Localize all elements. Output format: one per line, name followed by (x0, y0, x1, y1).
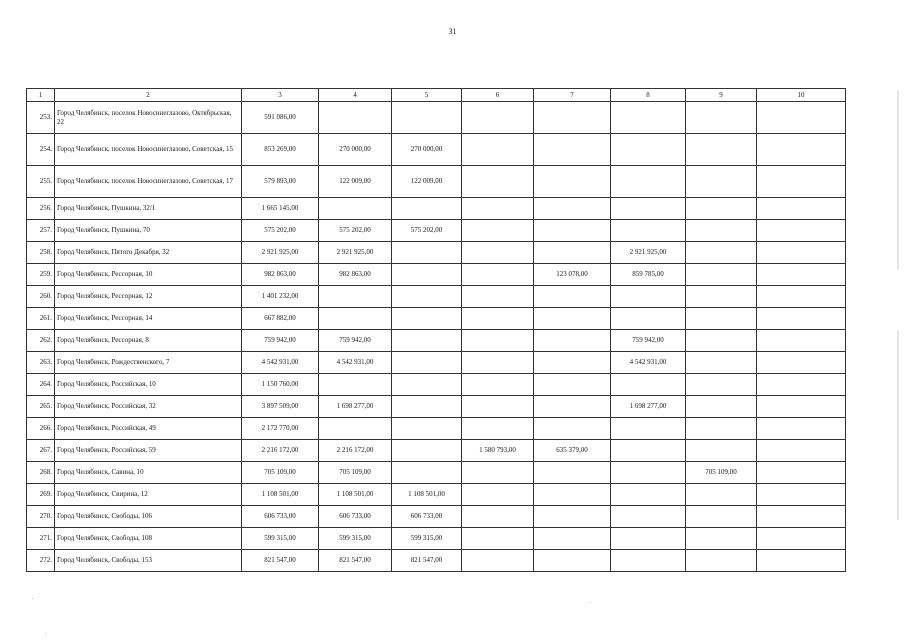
amount-cell-8 (611, 198, 686, 220)
amount-cell-9 (686, 102, 757, 134)
amount-cell-8: 2 921 925,00 (611, 242, 686, 264)
address-cell: Город Челябинск, Савина, 10 (55, 462, 242, 484)
address-cell: Город Челябинск, Свободы, 153 (55, 550, 242, 572)
row-number-cell: 260. (27, 286, 55, 308)
amount-cell-4: 2 921 925,00 (319, 242, 392, 264)
address-cell: Город Челябинск, поселок Новосинеглазово, Советская, 15 (55, 134, 242, 166)
amount-cell-6 (462, 286, 534, 308)
address-cell: Город Челябинск, Российская, 32 (55, 396, 242, 418)
amount-cell-4: 1 698 277,00 (319, 396, 392, 418)
amount-cell-3: 1 665 145,00 (242, 198, 319, 220)
column-header-9: 9 (686, 89, 757, 102)
table-row (27, 198, 846, 220)
row-number-cell: 268. (27, 462, 55, 484)
amount-cell-5 (392, 264, 462, 286)
amount-cell-3: 591 086,00 (242, 102, 319, 134)
amount-cell-3: 853 269,00 (242, 134, 319, 166)
column-header-3: 3 (242, 89, 319, 102)
address-cell: Город Челябинск, Российская, 49 (55, 418, 242, 440)
row-number-cell: 271. (27, 528, 55, 550)
amount-cell-6 (462, 484, 534, 506)
amount-cell-10 (757, 134, 846, 166)
amount-cell-10 (757, 166, 846, 198)
address-cell: Город Челябинск, Рождественского, 7 (55, 352, 242, 374)
scan-speck (45, 633, 46, 634)
amount-cell-3: 606 733,00 (242, 506, 319, 528)
amount-cell-4: 4 542 931,00 (319, 352, 392, 374)
amount-cell-10 (757, 396, 846, 418)
amount-cell-6 (462, 550, 534, 572)
amount-cell-7 (534, 286, 611, 308)
amount-cell-9 (686, 166, 757, 198)
amount-cell-5 (392, 330, 462, 352)
amount-cell-6 (462, 462, 534, 484)
address-cell: Город Челябинск, Пушкина, 32/1 (55, 198, 242, 220)
amount-cell-3: 2 921 925,00 (242, 242, 319, 264)
amount-cell-4: 1 108 501,00 (319, 484, 392, 506)
amount-cell-7 (534, 134, 611, 166)
table-row (27, 374, 846, 396)
amount-cell-10 (757, 286, 846, 308)
amount-cell-5: 606 733,00 (392, 506, 462, 528)
amount-cell-10 (757, 440, 846, 462)
amount-cell-5 (392, 102, 462, 134)
amount-cell-5 (392, 198, 462, 220)
table-row (27, 286, 846, 308)
amount-cell-4: 2 216 172,00 (319, 440, 392, 462)
amount-cell-7 (534, 484, 611, 506)
amount-cell-10 (757, 550, 846, 572)
amount-cell-5 (392, 374, 462, 396)
row-number-cell: 269. (27, 484, 55, 506)
amount-cell-3: 3 897 509,00 (242, 396, 319, 418)
scan-edge-mark (897, 90, 899, 270)
row-number-cell: 256. (27, 198, 55, 220)
amount-cell-9 (686, 220, 757, 242)
row-number-cell: 263. (27, 352, 55, 374)
amount-cell-8 (611, 528, 686, 550)
amount-cell-4: 759 942,00 (319, 330, 392, 352)
amount-cell-4 (319, 102, 392, 134)
table-row (27, 134, 846, 166)
amount-cell-8 (611, 440, 686, 462)
amount-cell-5 (392, 242, 462, 264)
address-cell: Город Челябинск, Свободы, 106 (55, 506, 242, 528)
register-table (26, 88, 846, 572)
amount-cell-8: 759 942,00 (611, 330, 686, 352)
amount-cell-8 (611, 374, 686, 396)
amount-cell-3: 982 863,00 (242, 264, 319, 286)
amount-cell-5 (392, 440, 462, 462)
amount-cell-5 (392, 352, 462, 374)
amount-cell-6 (462, 102, 534, 134)
amount-cell-5: 821 547,00 (392, 550, 462, 572)
amount-cell-4 (319, 418, 392, 440)
amount-cell-9 (686, 308, 757, 330)
amount-cell-8 (611, 166, 686, 198)
amount-cell-4: 606 733,00 (319, 506, 392, 528)
amount-cell-5: 122 009,00 (392, 166, 462, 198)
amount-cell-9 (686, 134, 757, 166)
row-number-cell: 262. (27, 330, 55, 352)
address-cell: Город Челябинск, Рессорная, 8 (55, 330, 242, 352)
amount-cell-3: 4 542 931,00 (242, 352, 319, 374)
amount-cell-7 (534, 396, 611, 418)
amount-cell-10 (757, 418, 846, 440)
amount-cell-9 (686, 484, 757, 506)
amount-cell-4: 270 000,00 (319, 134, 392, 166)
amount-cell-4: 122 009,00 (319, 166, 392, 198)
amount-cell-3: 1 108 501,00 (242, 484, 319, 506)
amount-cell-4: 821 547,00 (319, 550, 392, 572)
address-cell: Город Челябинск, Свободы, 108 (55, 528, 242, 550)
amount-cell-4 (319, 286, 392, 308)
amount-cell-6 (462, 134, 534, 166)
amount-cell-5 (392, 462, 462, 484)
amount-cell-8: 1 698 277,00 (611, 396, 686, 418)
amount-cell-6 (462, 220, 534, 242)
amount-cell-6 (462, 330, 534, 352)
row-number-cell: 261. (27, 308, 55, 330)
amount-cell-4 (319, 374, 392, 396)
table-row (27, 484, 846, 506)
table-row (27, 440, 846, 462)
amount-cell-3: 821 547,00 (242, 550, 319, 572)
amount-cell-6 (462, 396, 534, 418)
amount-cell-6 (462, 352, 534, 374)
row-number-cell: 265. (27, 396, 55, 418)
amount-cell-8: 859 785,00 (611, 264, 686, 286)
amount-cell-6 (462, 264, 534, 286)
amount-cell-7 (534, 374, 611, 396)
amount-cell-7 (534, 352, 611, 374)
amount-cell-9: 705 109,00 (686, 462, 757, 484)
amount-cell-4 (319, 308, 392, 330)
amount-cell-3: 759 942,00 (242, 330, 319, 352)
amount-cell-7 (534, 308, 611, 330)
amount-cell-10 (757, 484, 846, 506)
table-row (27, 330, 846, 352)
row-number-cell: 258. (27, 242, 55, 264)
address-cell: Город Челябинск, поселок Новосинеглазово, Октябрьская, 22 (55, 102, 242, 134)
amount-cell-6 (462, 166, 534, 198)
amount-cell-5 (392, 308, 462, 330)
amount-cell-9 (686, 352, 757, 374)
table-row (27, 396, 846, 418)
address-cell: Город Челябинск, Пушкина, 70 (55, 220, 242, 242)
table-row (27, 242, 846, 264)
amount-cell-8 (611, 220, 686, 242)
amount-cell-9 (686, 528, 757, 550)
scan-speck (32, 598, 33, 599)
column-header-4: 4 (319, 89, 392, 102)
table-row (27, 220, 846, 242)
amount-cell-9 (686, 242, 757, 264)
amount-cell-6 (462, 418, 534, 440)
amount-cell-3: 1 401 232,00 (242, 286, 319, 308)
amount-cell-10 (757, 220, 846, 242)
address-cell: Город Челябинск, Пятого Декабря, 32 (55, 242, 242, 264)
amount-cell-8 (611, 462, 686, 484)
amount-cell-7: 123 078,00 (534, 264, 611, 286)
amount-cell-5: 1 108 501,00 (392, 484, 462, 506)
amount-cell-10 (757, 506, 846, 528)
table-row (27, 102, 846, 134)
amount-cell-4: 599 315,00 (319, 528, 392, 550)
amount-cell-3: 579 893,00 (242, 166, 319, 198)
amount-cell-9 (686, 418, 757, 440)
amount-cell-7 (534, 198, 611, 220)
amount-cell-3: 705 109,00 (242, 462, 319, 484)
amount-cell-9 (686, 330, 757, 352)
amount-cell-9 (686, 396, 757, 418)
amount-cell-5 (392, 418, 462, 440)
table-row (27, 550, 846, 572)
row-number-cell: 264. (27, 374, 55, 396)
amount-cell-6 (462, 198, 534, 220)
amount-cell-7 (534, 166, 611, 198)
row-number-cell: 266. (27, 418, 55, 440)
amount-cell-8 (611, 484, 686, 506)
amount-cell-7: 635 379,00 (534, 440, 611, 462)
column-header-7: 7 (534, 89, 611, 102)
column-header-6: 6 (462, 89, 534, 102)
row-number-cell: 255. (27, 166, 55, 198)
amount-cell-10 (757, 528, 846, 550)
column-header-5: 5 (392, 89, 462, 102)
amount-cell-3: 2 216 172,00 (242, 440, 319, 462)
address-cell: Город Челябинск, Рессорная, 10 (55, 264, 242, 286)
address-cell: Город Челябинск, Рессорная, 14 (55, 308, 242, 330)
amount-cell-8 (611, 134, 686, 166)
amount-cell-9 (686, 440, 757, 462)
table-row (27, 506, 846, 528)
amount-cell-7 (534, 550, 611, 572)
amount-cell-6 (462, 528, 534, 550)
table-row (27, 308, 846, 330)
address-cell: Город Челябинск, Рессорная, 12 (55, 286, 242, 308)
amount-cell-3: 599 315,00 (242, 528, 319, 550)
page-number: 31 (448, 27, 457, 36)
amount-cell-6 (462, 506, 534, 528)
amount-cell-3: 2 172 770,00 (242, 418, 319, 440)
amount-cell-4: 575 202,00 (319, 220, 392, 242)
amount-cell-7 (534, 330, 611, 352)
row-number-cell: 257. (27, 220, 55, 242)
table-body (27, 102, 846, 572)
amount-cell-7 (534, 220, 611, 242)
amount-cell-5 (392, 396, 462, 418)
amount-cell-9 (686, 550, 757, 572)
amount-cell-7 (534, 102, 611, 134)
row-number-cell: 272. (27, 550, 55, 572)
table-row (27, 418, 846, 440)
amount-cell-9 (686, 264, 757, 286)
amount-cell-6 (462, 308, 534, 330)
amount-cell-4: 982 863,00 (319, 264, 392, 286)
row-number-cell: 267. (27, 440, 55, 462)
amount-cell-7 (534, 242, 611, 264)
row-number-cell: 270. (27, 506, 55, 528)
amount-cell-10 (757, 264, 846, 286)
amount-cell-8 (611, 286, 686, 308)
amount-cell-10 (757, 242, 846, 264)
amount-cell-7 (534, 528, 611, 550)
amount-cell-8 (611, 418, 686, 440)
amount-cell-10 (757, 198, 846, 220)
table-row (27, 352, 846, 374)
amount-cell-6 (462, 242, 534, 264)
amount-cell-8 (611, 550, 686, 572)
amount-cell-10 (757, 462, 846, 484)
amount-cell-9 (686, 286, 757, 308)
amount-cell-10 (757, 102, 846, 134)
address-cell: Город Челябинск, Российская, 10 (55, 374, 242, 396)
amount-cell-8: 4 542 931,00 (611, 352, 686, 374)
amount-cell-7 (534, 462, 611, 484)
address-cell: Город Челябинск, поселок Новосинеглазово, Советская, 17 (55, 166, 242, 198)
amount-cell-6: 1 580 793,00 (462, 440, 534, 462)
amount-cell-9 (686, 506, 757, 528)
scan-speck (590, 602, 591, 603)
amount-cell-10 (757, 352, 846, 374)
amount-cell-5: 599 315,00 (392, 528, 462, 550)
address-cell: Город Челябинск, Свирина, 12 (55, 484, 242, 506)
scan-edge-mark (897, 330, 899, 520)
column-header-1: 1 (27, 89, 55, 102)
amount-cell-4: 705 109,00 (319, 462, 392, 484)
column-header-8: 8 (611, 89, 686, 102)
amount-cell-8 (611, 506, 686, 528)
amount-cell-5: 270 000,00 (392, 134, 462, 166)
amount-cell-7 (534, 506, 611, 528)
amount-cell-9 (686, 374, 757, 396)
row-number-cell: 253. (27, 102, 55, 134)
column-header-10: 10 (757, 89, 846, 102)
amount-cell-7 (534, 418, 611, 440)
row-number-cell: 259. (27, 264, 55, 286)
amount-cell-5: 575 202,00 (392, 220, 462, 242)
column-header-2: 2 (55, 89, 242, 102)
address-cell: Город Челябинск, Российская, 59 (55, 440, 242, 462)
amount-cell-10 (757, 330, 846, 352)
table-row (27, 528, 846, 550)
amount-cell-10 (757, 308, 846, 330)
amount-cell-10 (757, 374, 846, 396)
amount-cell-6 (462, 374, 534, 396)
row-number-cell: 254. (27, 134, 55, 166)
amount-cell-4 (319, 198, 392, 220)
header-row (27, 89, 846, 102)
amount-cell-3: 1 150 760,00 (242, 374, 319, 396)
amount-cell-8 (611, 308, 686, 330)
amount-cell-5 (392, 286, 462, 308)
table-row (27, 166, 846, 198)
amount-cell-3: 575 202,00 (242, 220, 319, 242)
amount-cell-9 (686, 198, 757, 220)
amount-cell-3: 667 882,00 (242, 308, 319, 330)
table-row (27, 264, 846, 286)
table-row (27, 462, 846, 484)
amount-cell-8 (611, 102, 686, 134)
